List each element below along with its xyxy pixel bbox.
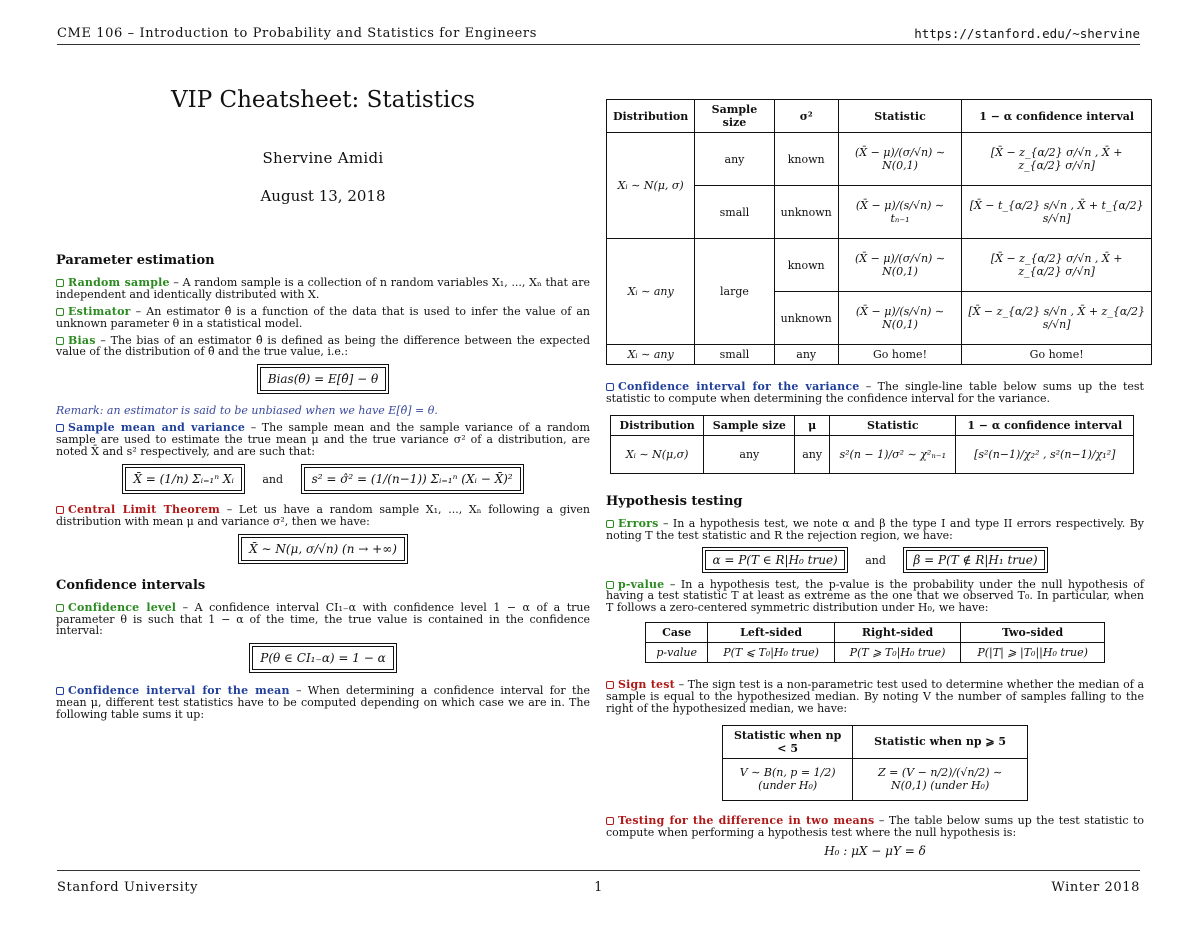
table-header-row: Case Left-sided Right-sided Two-sided	[646, 623, 1105, 643]
checkbox-icon	[606, 817, 614, 825]
table-row: Xᵢ ∼ any small any Go home! Go home!	[607, 345, 1152, 365]
term-estimator: Estimator	[68, 304, 131, 318]
mean-formula-box: X̄ = (1/n) Σᵢ₌₁ⁿ Xᵢ	[122, 464, 245, 494]
section-parameter-estimation: Parameter estimation	[56, 253, 215, 268]
item-clt: Central Limit Theorem – Let us have a random sample X₁, ..., Xₙ following a given distribution with mean μ and variance σ², then we have:	[56, 502, 590, 528]
item-errors: Errors – In a hypothesis test, we note α and β the type I and type II errors respectively. By noting T the test statistic and R the rejection region, we have:	[606, 516, 1144, 542]
item-p-value: p-value – In a hypothesis test, the p-value is the probability under the null hypothesis of having a test statistic T at least as extreme as the one that we observed T₀. In particular, when T follows a zero-centered symmetric distribution under H₀, we have:	[606, 577, 1144, 615]
footer-rule	[57, 870, 1140, 871]
doc-title: VIP Cheatsheet: Statistics	[171, 87, 475, 113]
item-ci-mean: Confidence interval for the mean – When determining a confidence interval for the mean μ, different test statistics have to be computed depending on which case we are in. The following table sums it up:	[56, 684, 590, 721]
item-ci-variance: Confidence interval for the variance – The single-line table below sums up the test statistic to compute when determining the confidence interval for the variance.	[606, 380, 1144, 405]
section-confidence-intervals: Confidence intervals	[56, 577, 206, 593]
cl-formula-box: P(θ ∈ CI₁₋α) = 1 − α	[249, 643, 396, 673]
checkbox-icon	[606, 681, 614, 689]
term-bias: Bias	[68, 333, 96, 347]
table-row: p-value P(T ⩽ T₀|H₀ true) P(T ⩾ T₀|H₀ true) P(|T| ⩾ |T₀||H₀ true)	[646, 643, 1105, 663]
term-ci-mean: Confidence interval for the mean	[68, 684, 290, 698]
p-value-table	[645, 622, 1105, 663]
item-estimator: Estimator – An estimator θ̂ is a function of the data that is used to infer the value of an unknown parameter θ in a statistical model.	[56, 304, 590, 330]
variance-ci-table	[610, 415, 1134, 474]
right-column	[606, 99, 1144, 858]
term-diff-two-means: Testing for the difference in two means	[618, 813, 875, 827]
term-confidence-level: Confidence level	[68, 600, 177, 614]
errors-formula-row: α = P(T ∈ R|H₀ true) and β = P(T ∉ R|H₁ true)	[606, 547, 1144, 573]
checkbox-icon	[56, 337, 64, 345]
term-ci-variance: Confidence interval for the variance	[618, 380, 860, 393]
term-p-value: p-value	[618, 577, 665, 591]
alpha-formula-box: α = P(T ∈ R|H₀ true)	[702, 547, 847, 573]
item-sign-test: Sign test – The sign test is a non-parametric test used to determine whether the median of a sample is equal to the hypothesized median. By noting V the number of samples falling to the right of the hypothesized median, we have:	[606, 678, 1144, 715]
bias-formula-box: Bias(θ̂) = E[θ̂] − θ	[257, 364, 390, 394]
table-row: Xᵢ ∼ N(μ, σ) any known (X̄ − μ)/(σ/√n) ∼ N(0,1) [X̄ − z_{α/2} σ/√n , X̄ + z_{α/2} σ/√n]	[607, 133, 1152, 186]
table-row: small unknown (X̄ − μ)/(s/√n) ∼ tₙ₋₁ [X̄ − t_{α/2} s/√n , X̄ + t_{α/2} s/√n]	[607, 186, 1152, 239]
bias-formula-row	[56, 364, 590, 394]
item-sample-mean-variance: Sample mean and variance – The sample mean and the sample variance of a random sample are used to estimate the true mean μ and the true variance σ² of a distribution, are noted X̄ and s² respectively, and are such that:	[56, 421, 590, 458]
term-random-sample: Random sample	[68, 276, 170, 289]
checkbox-icon	[56, 604, 64, 612]
item-diff-two-means: Testing for the difference in two means – The table below sums up the test statistic to compute when performing a hypothesis test where the null hypothesis is:	[606, 813, 1145, 839]
checkbox-icon	[606, 520, 614, 528]
footer-term: Winter 2018	[1051, 880, 1140, 895]
doc-author: Shervine Amidi	[262, 149, 384, 167]
beta-formula-box: β = P(T ∉ R|H₁ true)	[903, 547, 1047, 573]
mean-variance-formula-row: X̄ = (1/n) Σᵢ₌₁ⁿ Xᵢ and s² = σ̂² = (1/(n−1)) Σᵢ₌₁ⁿ (Xᵢ − X̄)²	[56, 464, 590, 494]
table-header-row: Statistic when np < 5 Statistic when np ⩾ 5	[723, 725, 1028, 758]
page-number: 1	[594, 880, 603, 895]
checkbox-icon	[606, 383, 614, 391]
sign-test-table	[722, 725, 1028, 801]
item-random-sample: Random sample – A random sample is a collection of n random variables X₁, ..., Xₙ that are independent and identically distributed with X.	[56, 276, 590, 301]
term-sample-mean-variance: Sample mean and variance	[68, 421, 246, 435]
table-header-row: Distribution Sample size μ Statistic 1 − α confidence interval	[611, 415, 1134, 435]
section-hypothesis-testing: Hypothesis testing	[606, 493, 743, 509]
clt-formula-box: X̄ ∼ N(μ, σ/√n) (n → +∞)	[238, 534, 408, 564]
checkbox-icon	[56, 506, 64, 514]
table-row: unknown (X̄ − μ)/(s/√n) ∼ N(0,1) [X̄ − z_{α/2} s/√n , X̄ + z_{α/2} s/√n]	[607, 292, 1152, 345]
checkbox-icon	[56, 308, 64, 316]
term-clt: Central Limit Theorem	[68, 502, 220, 516]
header-rule	[57, 44, 1140, 45]
item-bias: Bias – The bias of an estimator θ̂ is defined as being the difference between the expected value of the distribution of θ̂ and the true value, i.e.:	[56, 333, 590, 359]
remark-unbiased: Remark: an estimator is said to be unbiased when we have E[θ̂] = θ.	[56, 404, 438, 418]
cl-formula-row	[56, 643, 590, 673]
header-course: CME 106 – Introduction to Probability and Statistics for Engineers	[57, 26, 538, 41]
table-row: V ∼ B(n, p = 1/2) (under H₀) Z = (V − n/2)/(√n/2) ∼ N(0,1) (under H₀)	[723, 758, 1028, 800]
table-row: Xᵢ ∼ any large known (X̄ − μ)/(σ/√n) ∼ N(0,1) [X̄ − z_{α/2} σ/√n , X̄ + z_{α/2} σ/√n]	[607, 239, 1152, 292]
doc-date: August 13, 2018	[260, 187, 386, 205]
term-sign-test: Sign test	[618, 678, 675, 692]
table-row: Xᵢ ∼ N(μ,σ) any any s²(n − 1)/σ² ∼ χ²ₙ₋₁ [s²(n−1)/χ₂² , s²(n−1)/χ₁²]	[611, 435, 1134, 473]
checkbox-icon	[56, 687, 64, 695]
footer-university: Stanford University	[57, 880, 199, 895]
checkbox-icon	[56, 424, 64, 432]
clt-formula-row	[56, 534, 590, 564]
checkbox-icon	[606, 581, 614, 589]
left-column	[56, 85, 590, 726]
table-header-row: Distribution Sample size σ² Statistic 1 − α confidence interval	[607, 100, 1152, 133]
mean-ci-table	[606, 99, 1152, 365]
term-errors: Errors	[618, 516, 659, 530]
variance-formula-box: s² = σ̂² = (1/(n−1)) Σᵢ₌₁ⁿ (Xᵢ − X̄)²	[301, 464, 524, 494]
null-hypothesis-formula: H₀ : μX − μY = δ	[824, 843, 926, 858]
header-url[interactable]: https://stanford.edu/~shervine	[914, 26, 1140, 41]
checkbox-icon	[56, 279, 64, 287]
item-confidence-level: Confidence level – A confidence interval CI₁₋α with confidence level 1 − α of a true parameter θ is such that 1 − α of the time, the true value is contained in the confidence interval:	[56, 600, 590, 638]
